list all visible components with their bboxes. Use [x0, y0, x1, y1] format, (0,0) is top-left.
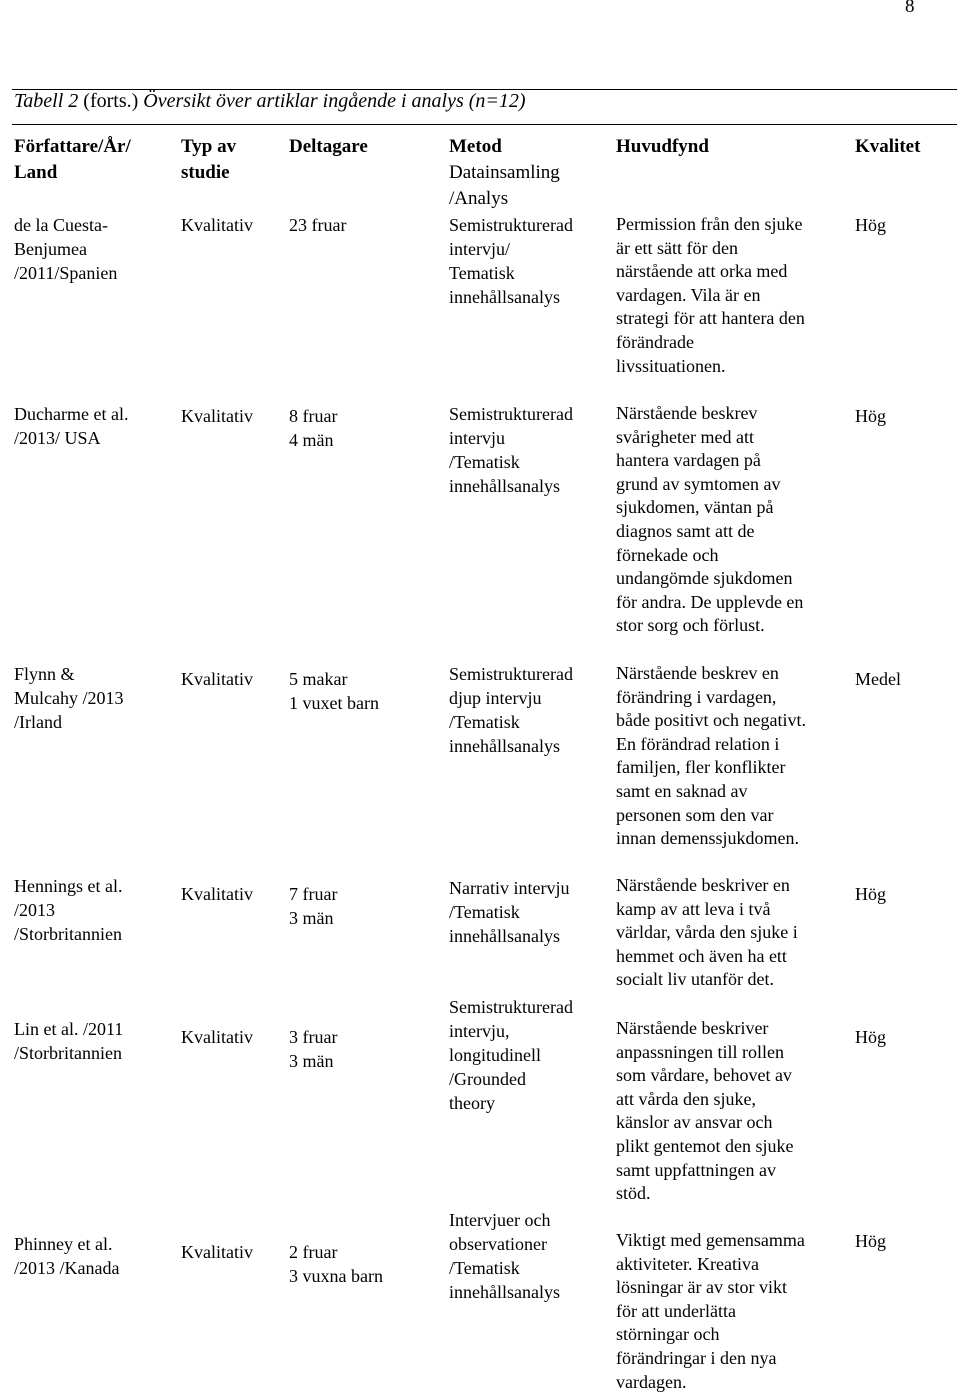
row2-findings: Närstående beskrev svårigheter med att hantera vardagen på grund av symtomen av sjukdomen, väntan på diagnos samt att de förnekade och undangömde sjukdomen för andra. De upplevde en stor sorg och förlust. — [616, 403, 804, 636]
row1-findings: Permission från den sjuke är ett sätt för den närstående att orka med vardagen. Vila är en strategi för att hantera den förändrade livssituationen. — [616, 214, 805, 376]
table-caption — [14, 90, 526, 113]
page-number: 8 — [905, 0, 915, 17]
row4-author: Hennings et al. /2013 /Storbritannien — [14, 876, 123, 944]
row6-type: Kvalitativ — [181, 1242, 253, 1262]
row1-author: de la Cuesta- Benjumea /2011/Spanien — [14, 215, 118, 283]
row6-author: Phinney et al. /2013 /Kanada — [14, 1234, 120, 1278]
row6-quality: Hög — [855, 1231, 886, 1251]
caption-rule — [12, 124, 957, 125]
row5-findings: Närstående beskriver anpassningen till rollen som vårdare, behovet av att vårda den sjuke, känslor av ansvar och plikt gentemot den sjuke samt uppfattningen av stöd. — [616, 1018, 794, 1204]
header-type: Typ av studie — [181, 136, 237, 183]
row4-findings: Närstående beskriver en kamp av att leva i två världar, vårda den sjuke i hemmet och även ha ett socialt liv utanför det. — [616, 875, 798, 990]
row2-quality: Hög — [855, 406, 886, 426]
row1-type: Kvalitativ — [181, 215, 253, 235]
header-method: Metod Datainsamling /Analys — [449, 136, 560, 209]
row3-participants: 5 makar 1 vuxet barn — [289, 669, 379, 713]
caption-forts: (forts.) — [78, 90, 144, 112]
row4-method: Narrativ intervju /Tematisk innehållsanalys — [449, 878, 570, 946]
row6-participants: 2 fruar 3 vuxna barn — [289, 1242, 383, 1286]
row6-method: Intervjuer och observationer /Tematisk innehållsanalys — [449, 1210, 560, 1302]
row4-quality: Hög — [855, 884, 886, 904]
row3-author: Flynn & Mulcahy /2013 /Irland — [14, 664, 124, 732]
row5-type: Kvalitativ — [181, 1027, 253, 1047]
row3-type: Kvalitativ — [181, 669, 253, 689]
row3-quality: Medel — [855, 669, 901, 689]
row1-method: Semistrukturerad intervju/ Tematisk innehållsanalys — [449, 215, 573, 307]
header-author: Författare/År/ Land — [14, 136, 131, 183]
caption-title: Översikt över artiklar ingående i analys (n=12) — [143, 90, 526, 112]
header-participants: Deltagare — [289, 136, 368, 157]
header-findings: Huvudfynd — [616, 136, 709, 157]
row1-participants: 23 fruar — [289, 215, 347, 235]
header-quality: Kvalitet — [855, 136, 921, 157]
row1-quality: Hög — [855, 215, 886, 235]
row5-participants: 3 fruar 3 män — [289, 1027, 338, 1071]
row2-method: Semistrukturerad intervju /Tematisk innehållsanalys — [449, 404, 573, 496]
row3-findings: Närstående beskrev en förändring i vardagen, både positivt och negativt. En förändrad relation i familjen, fler konflikter samt en saknad av personen som den var innan demenssjukdomen. — [616, 663, 806, 849]
row2-participants: 8 fruar 4 män — [289, 406, 338, 450]
row5-method: Semistrukturerad intervju, longitudinell /Grounded theory — [449, 997, 573, 1113]
row4-type: Kvalitativ — [181, 884, 253, 904]
row2-author: Ducharme et al. /2013/ USA — [14, 404, 129, 448]
row5-quality: Hög — [855, 1027, 886, 1047]
row2-type: Kvalitativ — [181, 406, 253, 426]
row6-findings: Viktigt med gemensamma aktiviteter. Kreativa lösningar är av stor vikt för att underlätta störningar och förändringar i den nya vardagen. — [616, 1230, 805, 1392]
row4-participants: 7 fruar 3 män — [289, 884, 338, 928]
caption-label: Tabell 2 — [14, 90, 79, 112]
row5-author: Lin et al. /2011 /Storbritannien — [14, 1019, 124, 1063]
row3-method: Semistrukturerad djup intervju /Tematisk innehållsanalys — [449, 664, 573, 756]
